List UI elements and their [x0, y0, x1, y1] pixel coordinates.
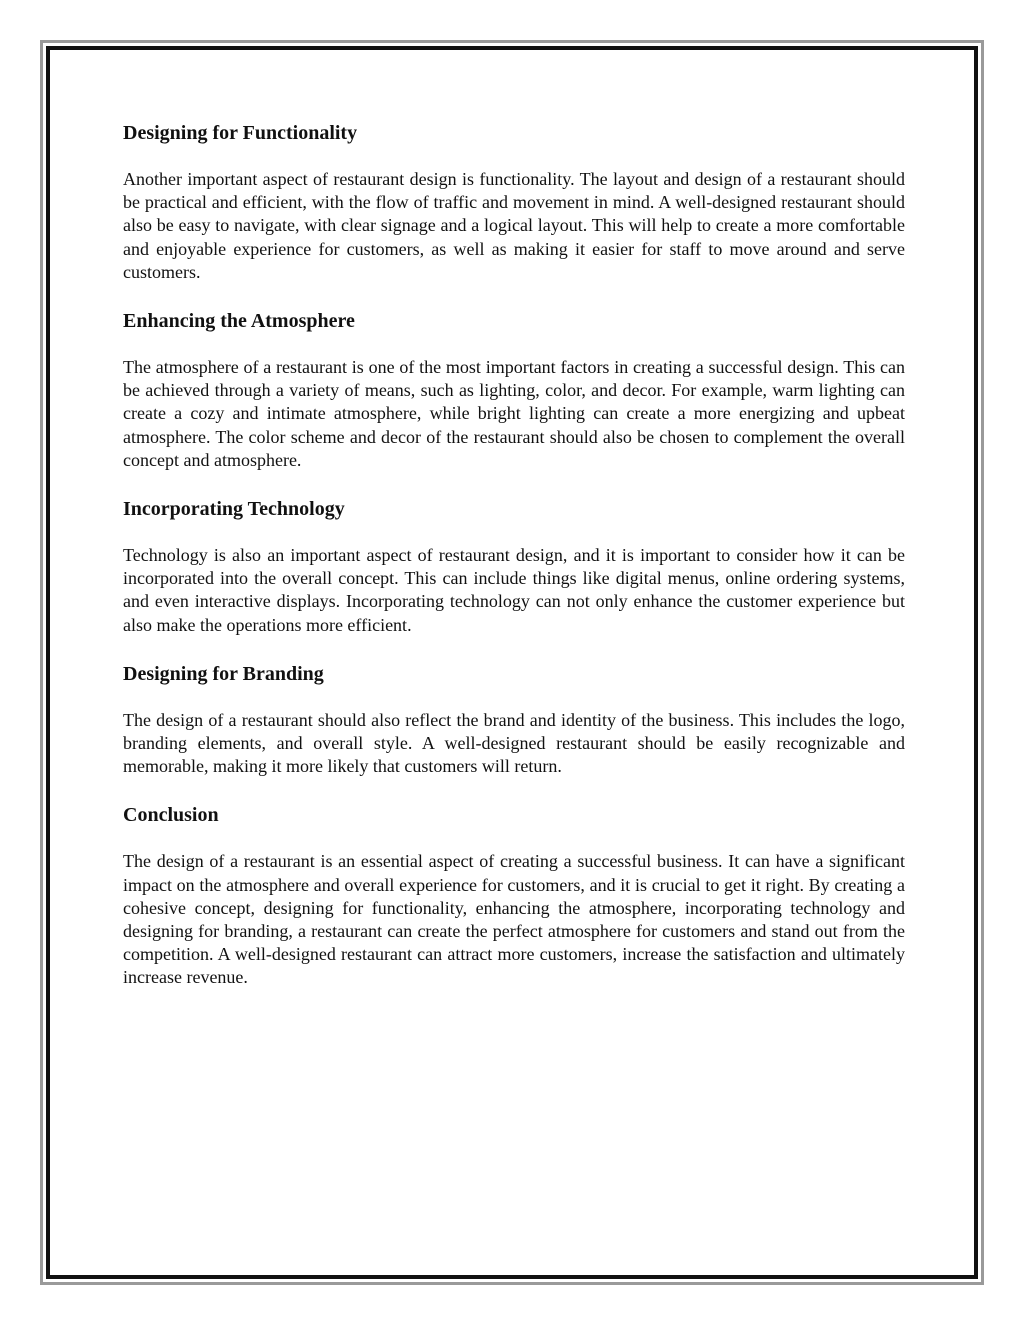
section-incorporating-technology — [123, 497, 905, 637]
section-heading: Designing for Branding — [123, 662, 324, 685]
page-frame-outer — [40, 40, 984, 1285]
section-enhancing-the-atmosphere — [123, 309, 905, 472]
section-heading: Conclusion — [123, 804, 219, 827]
page-frame-inner — [46, 46, 978, 1279]
section-heading: Incorporating Technology — [123, 498, 345, 521]
section-body: The design of a restaurant should also reflect the brand and identity of the business. This includes the logo, branding elements, and overall style. A well-designed restaurant should be easily recognizable and memorable, making it more likely that customers will return. — [123, 709, 905, 777]
document-content — [123, 121, 905, 1015]
section-body: The atmosphere of a restaurant is one of the most important factors in creating a successful design. This can be achieved through a variety of means, such as lighting, color, and decor. For example, warm lighting can create a cozy and intimate atmosphere, while bright lighting can create a more energizing and upbeat atmosphere. The color scheme and decor of the restaurant should also be chosen to complement the overall concept and atmosphere. — [123, 357, 905, 470]
section-conclusion — [123, 803, 905, 989]
section-body: Technology is also an important aspect of restaurant design, and it is important to consider how it can be incorporated into the overall concept. This can include things like digital menus, online ordering systems, and even interactive displays. Incorporating technology can not only enhance the customer experience but also make the operations more efficient. — [123, 545, 905, 635]
section-body: Another important aspect of restaurant design is functionality. The layout and design of a restaurant should be practical and efficient, with the flow of traffic and movement in mind. A well-designed restaurant should also be easy to navigate, with clear signage and a logical layout. This will help to create a more comfortable and enjoyable experience for customers, as well as making it easier for staff to move around and serve customers. — [123, 169, 905, 282]
section-body: The design of a restaurant is an essential aspect of creating a successful business. It can have a significant impact on the atmosphere and overall experience for customers, and it is crucial to get it right. By creating a cohesive concept, designing for functionality, enhancing the atmosphere, incorporating technology and designing for branding, a restaurant can create the perfect atmosphere for customers and stand out from the competition. A well-designed restaurant can attract more customers, increase the satisfaction and ultimately increase revenue. — [123, 851, 905, 988]
section-designing-for-functionality — [123, 121, 905, 284]
section-heading: Designing for Functionality — [123, 122, 358, 144]
section-heading: Enhancing the Atmosphere — [123, 310, 355, 333]
section-designing-for-branding — [123, 662, 905, 779]
